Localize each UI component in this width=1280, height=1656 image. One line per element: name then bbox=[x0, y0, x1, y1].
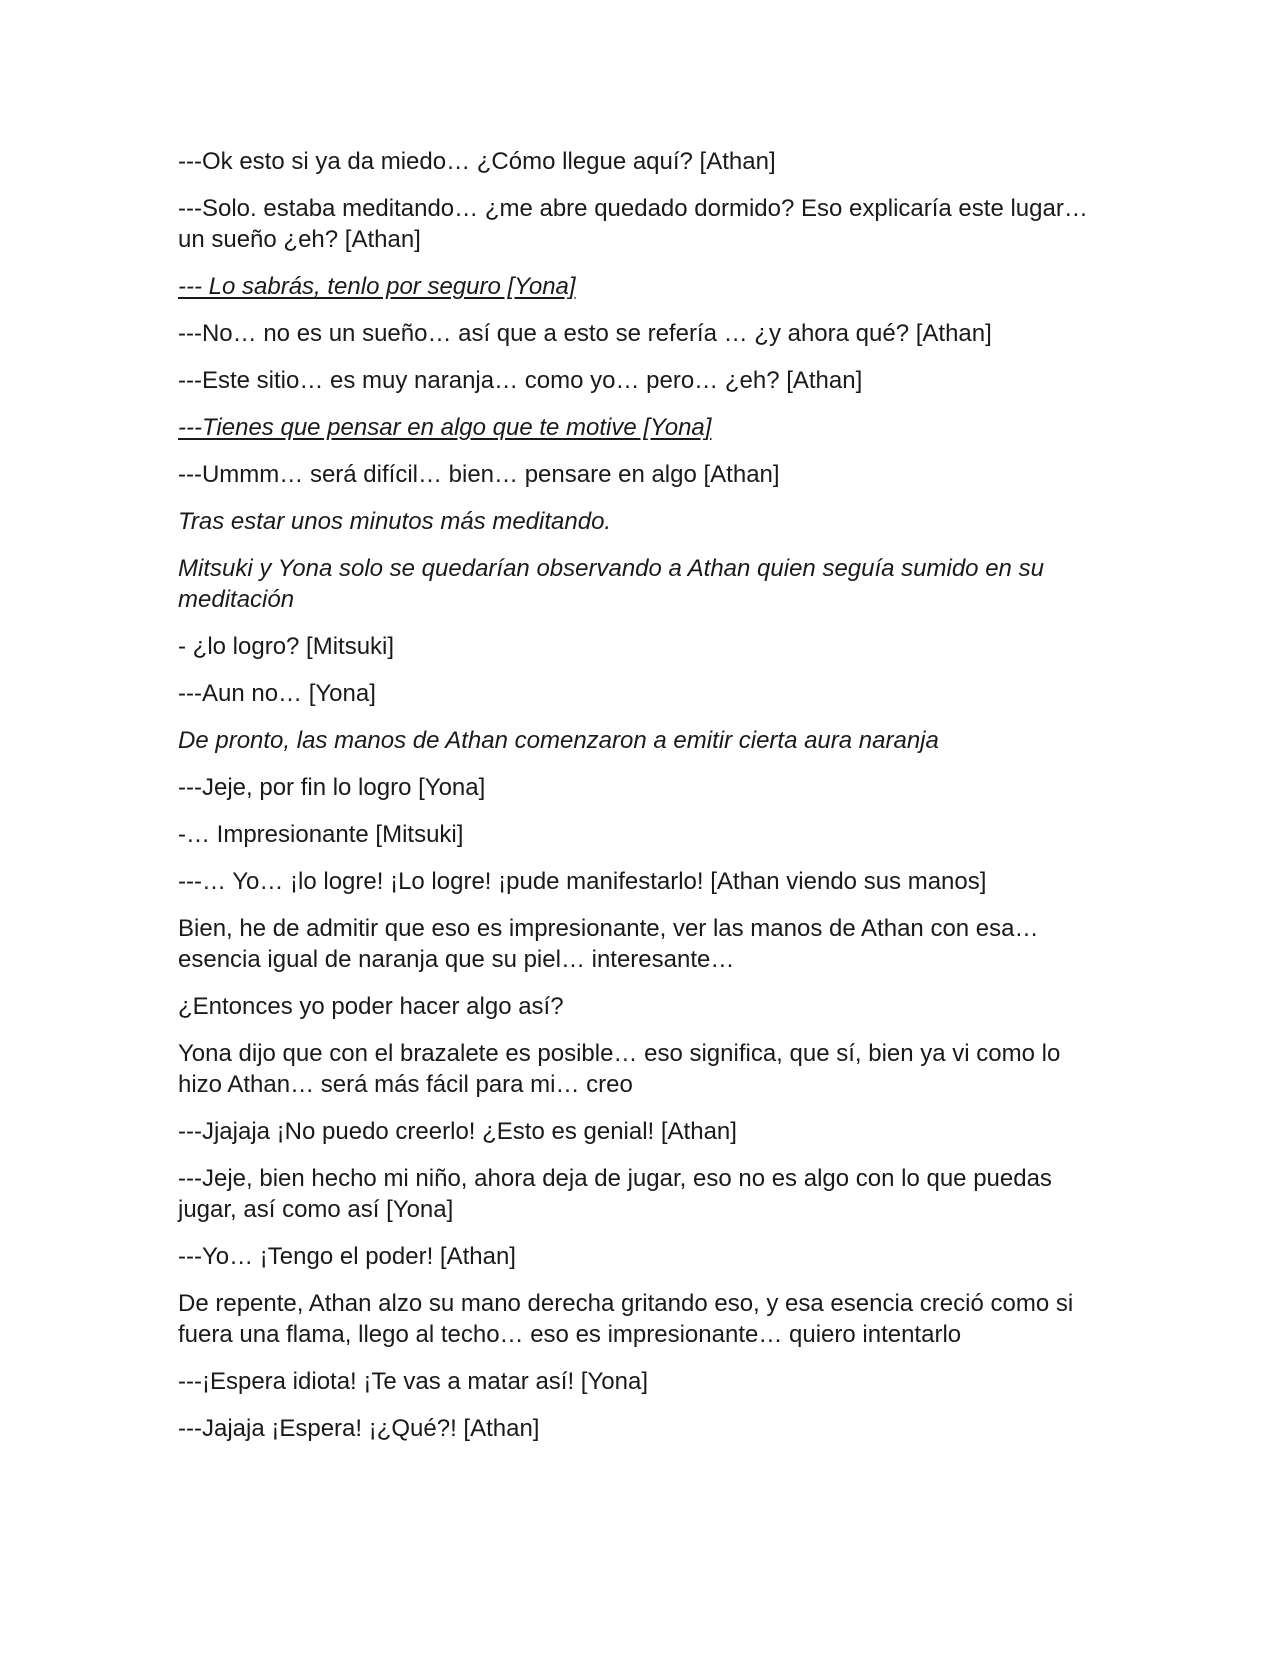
paragraph-16: Bien, he de admitir que eso es impresionante, ver las manos de Athan con esa… esencia igual de naranja que su piel… interesante… bbox=[178, 915, 1039, 973]
paragraph-13: ---Jeje, por fin lo logro [Yona] bbox=[178, 774, 486, 801]
paragraph-24: ---Jajaja ¡Espera! ¡¿Qué?! [Athan] bbox=[178, 1415, 540, 1442]
paragraph-2: ---Solo. estaba meditando… ¿me abre quedado dormido? Eso explicaría este lugar… un sueño ¿eh? [Athan] bbox=[178, 195, 1088, 253]
paragraph-8: Tras estar unos minutos más meditando. bbox=[178, 508, 612, 535]
paragraph-12: De pronto, las manos de Athan comenzaron a emitir cierta aura naranja bbox=[178, 727, 939, 754]
paragraph-4: ---No… no es un sueño… así que a esto se refería … ¿y ahora qué? [Athan] bbox=[178, 320, 992, 347]
paragraph-20: ---Jeje, bien hecho mi niño, ahora deja de jugar, eso no es algo con lo que puedas jugar, así como así [Yona] bbox=[178, 1165, 1052, 1223]
paragraph-15: ---… Yo… ¡lo logre! ¡Lo logre! ¡pude manifestarlo! [Athan viendo sus manos] bbox=[178, 868, 987, 895]
paragraph-3: --- Lo sabrás, tenlo por seguro [Yona] bbox=[178, 273, 576, 300]
paragraph-21: ---Yo… ¡Tengo el poder! [Athan] bbox=[178, 1243, 516, 1270]
paragraph-9: Mitsuki y Yona solo se quedarían observando a Athan quien seguía sumido en su meditación bbox=[178, 555, 1044, 613]
paragraph-14: -… Impresionante [Mitsuki] bbox=[178, 821, 464, 848]
paragraph-23: ---¡Espera idiota! ¡Te vas a matar así! [Yona] bbox=[178, 1368, 648, 1395]
document-page bbox=[178, 146, 1108, 1460]
paragraph-5: ---Este sitio… es muy naranja… como yo… pero… ¿eh? [Athan] bbox=[178, 367, 863, 394]
paragraph-6: ---Tienes que pensar en algo que te motive [Yona] bbox=[178, 414, 712, 441]
paragraph-19: ---Jjajaja ¡No puedo creerlo! ¿Esto es genial! [Athan] bbox=[178, 1118, 737, 1145]
paragraph-11: ---Aun no… [Yona] bbox=[178, 680, 376, 707]
paragraph-10: - ¿lo logro? [Mitsuki] bbox=[178, 633, 395, 660]
paragraph-1: ---Ok esto si ya da miedo… ¿Cómo llegue aquí? [Athan] bbox=[178, 148, 776, 175]
paragraph-22: De repente, Athan alzo su mano derecha gritando eso, y esa esencia creció como si fuera una flama, llego al techo… eso es impresionante… quiero intentarlo bbox=[178, 1290, 1074, 1348]
paragraph-7: ---Ummm… será difícil… bien… pensare en algo [Athan] bbox=[178, 461, 780, 488]
paragraph-18: Yona dijo que con el brazalete es posible… eso significa, que sí, bien ya vi como lo hizo Athan… será más fácil para mi… creo bbox=[178, 1040, 1061, 1098]
paragraph-17: ¿Entonces yo poder hacer algo así? bbox=[178, 993, 564, 1020]
